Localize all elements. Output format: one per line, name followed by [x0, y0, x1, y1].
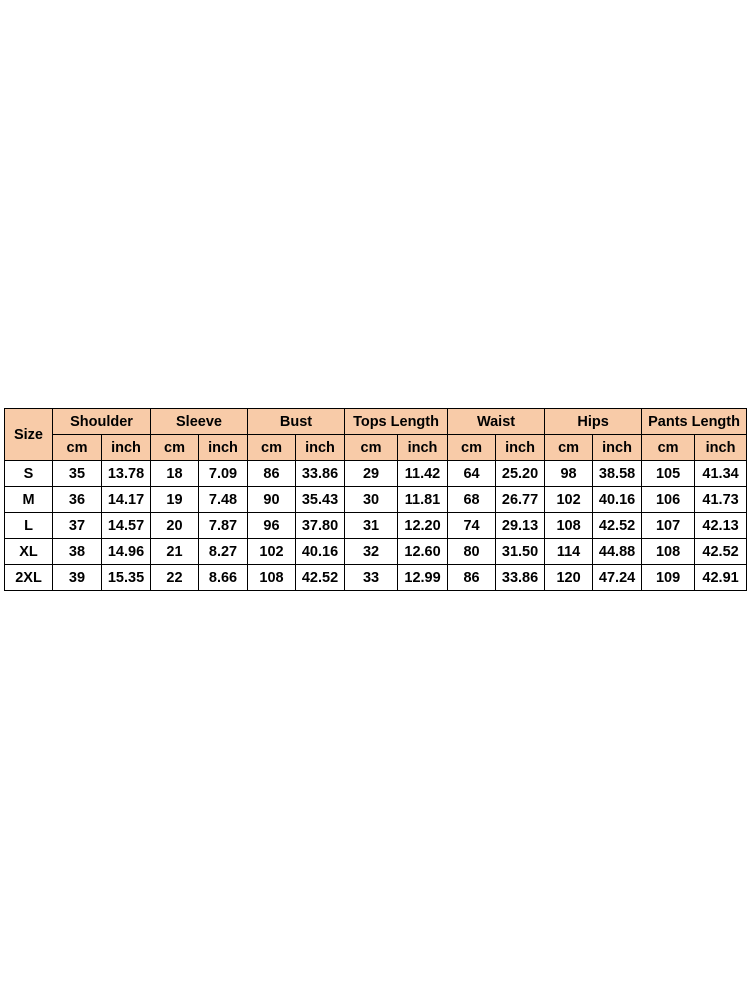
- table-cell: 41.73: [695, 487, 747, 513]
- table-cell: 68: [448, 487, 496, 513]
- size-cell: 2XL: [5, 565, 53, 591]
- table-row: [5, 565, 747, 591]
- table-cell: 12.60: [398, 539, 448, 565]
- table-cell: 109: [642, 565, 695, 591]
- tops-length-header: Tops Length: [345, 409, 448, 435]
- table-row: [5, 539, 747, 565]
- size-cell: XL: [5, 539, 53, 565]
- table-cell: 35: [53, 461, 102, 487]
- table-cell: 120: [545, 565, 593, 591]
- sleeve-inch-header: inch: [199, 435, 248, 461]
- tops-length-cm-header: cm: [345, 435, 398, 461]
- table-cell: 20: [151, 513, 199, 539]
- bust-header: Bust: [248, 409, 345, 435]
- table-cell: 8.66: [199, 565, 248, 591]
- table-cell: 14.96: [102, 539, 151, 565]
- waist-inch-header: inch: [496, 435, 545, 461]
- table-cell: 14.17: [102, 487, 151, 513]
- table-cell: 36: [53, 487, 102, 513]
- table-cell: 39: [53, 565, 102, 591]
- table-cell: 12.99: [398, 565, 448, 591]
- table-cell: 98: [545, 461, 593, 487]
- table-cell: 107: [642, 513, 695, 539]
- waist-cm-header: cm: [448, 435, 496, 461]
- table-cell: 29.13: [496, 513, 545, 539]
- size-cell: M: [5, 487, 53, 513]
- table-cell: 12.20: [398, 513, 448, 539]
- table-cell: 86: [248, 461, 296, 487]
- hips-header: Hips: [545, 409, 642, 435]
- table-cell: 8.27: [199, 539, 248, 565]
- table-cell: 102: [545, 487, 593, 513]
- table-cell: 108: [642, 539, 695, 565]
- table-cell: 86: [448, 565, 496, 591]
- table-cell: 11.81: [398, 487, 448, 513]
- bust-cm-header: cm: [248, 435, 296, 461]
- shoulder-inch-header: inch: [102, 435, 151, 461]
- table-cell: 96: [248, 513, 296, 539]
- table-cell: 80: [448, 539, 496, 565]
- hips-cm-header: cm: [545, 435, 593, 461]
- table-cell: 7.87: [199, 513, 248, 539]
- hips-inch-header: inch: [593, 435, 642, 461]
- table-cell: 18: [151, 461, 199, 487]
- table-cell: 14.57: [102, 513, 151, 539]
- waist-header: Waist: [448, 409, 545, 435]
- table-row: [5, 513, 747, 539]
- table-cell: 11.42: [398, 461, 448, 487]
- table-cell: 38: [53, 539, 102, 565]
- size-chart-table: [4, 408, 747, 591]
- table-cell: 40.16: [296, 539, 345, 565]
- table-cell: 108: [545, 513, 593, 539]
- table-cell: 19: [151, 487, 199, 513]
- table-cell: 47.24: [593, 565, 642, 591]
- size-cell: S: [5, 461, 53, 487]
- table-cell: 21: [151, 539, 199, 565]
- table-cell: 37: [53, 513, 102, 539]
- table-cell: 42.91: [695, 565, 747, 591]
- table-cell: 29: [345, 461, 398, 487]
- table-cell: 105: [642, 461, 695, 487]
- table-cell: 7.48: [199, 487, 248, 513]
- table-cell: 30: [345, 487, 398, 513]
- shoulder-cm-header: cm: [53, 435, 102, 461]
- sleeve-header: Sleeve: [151, 409, 248, 435]
- table-cell: 33.86: [496, 565, 545, 591]
- table-cell: 37.80: [296, 513, 345, 539]
- table-cell: 32: [345, 539, 398, 565]
- header-row-groups: [5, 409, 747, 435]
- table-cell: 42.52: [296, 565, 345, 591]
- table-cell: 42.52: [593, 513, 642, 539]
- tops-length-inch-header: inch: [398, 435, 448, 461]
- pants-length-header: Pants Length: [642, 409, 747, 435]
- size-cell: L: [5, 513, 53, 539]
- table-cell: 42.13: [695, 513, 747, 539]
- table-cell: 7.09: [199, 461, 248, 487]
- size-column-header: Size: [5, 409, 53, 461]
- header-row-units: [5, 435, 747, 461]
- table-cell: 42.52: [695, 539, 747, 565]
- table-cell: 33.86: [296, 461, 345, 487]
- table-cell: 38.58: [593, 461, 642, 487]
- table-cell: 41.34: [695, 461, 747, 487]
- pants-length-inch-header: inch: [695, 435, 747, 461]
- table-cell: 44.88: [593, 539, 642, 565]
- table-cell: 40.16: [593, 487, 642, 513]
- pants-length-cm-header: cm: [642, 435, 695, 461]
- sleeve-cm-header: cm: [151, 435, 199, 461]
- table-cell: 31: [345, 513, 398, 539]
- table-cell: 64: [448, 461, 496, 487]
- table-cell: 22: [151, 565, 199, 591]
- bust-inch-header: inch: [296, 435, 345, 461]
- table-cell: 26.77: [496, 487, 545, 513]
- table-cell: 108: [248, 565, 296, 591]
- table-cell: 114: [545, 539, 593, 565]
- table-cell: 106: [642, 487, 695, 513]
- table-cell: 102: [248, 539, 296, 565]
- table-cell: 13.78: [102, 461, 151, 487]
- table-cell: 90: [248, 487, 296, 513]
- table-cell: 31.50: [496, 539, 545, 565]
- table-cell: 74: [448, 513, 496, 539]
- table-cell: 35.43: [296, 487, 345, 513]
- shoulder-header: Shoulder: [53, 409, 151, 435]
- table-row: [5, 487, 747, 513]
- table-cell: 25.20: [496, 461, 545, 487]
- table-row: [5, 461, 747, 487]
- table-cell: 15.35: [102, 565, 151, 591]
- table-cell: 33: [345, 565, 398, 591]
